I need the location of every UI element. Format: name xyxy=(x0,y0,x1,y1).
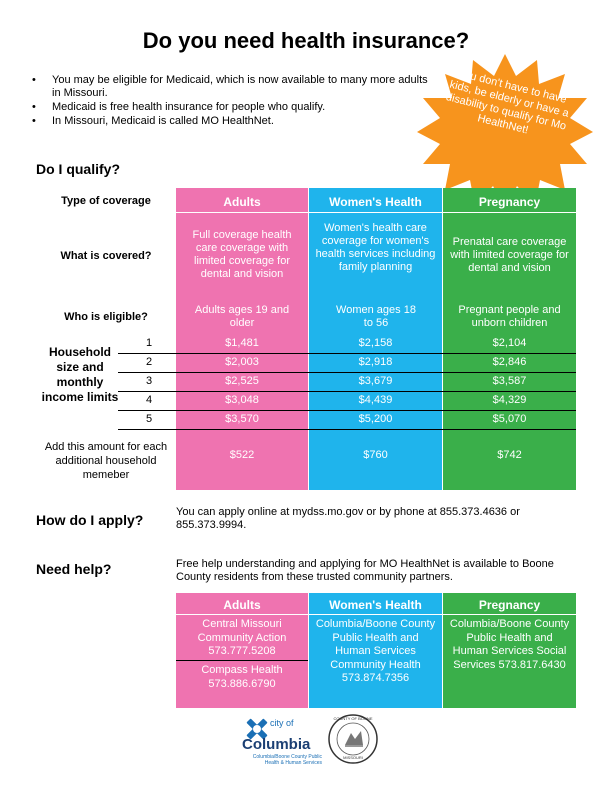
seal-missouri-text: MISSOURI xyxy=(343,755,363,760)
seal-county-of-boone-text: COUNTY OF BOONE xyxy=(333,716,373,721)
womens-health-covered: Women's health care coverage for women's health services including family planning xyxy=(315,222,436,273)
pregnancy-additional: $742 xyxy=(497,449,522,461)
help-text: Free help understanding and applying for MO HealthNet is available to Boone County residents from these trusted community partners. xyxy=(176,558,554,583)
partner-compass-health: Compass Health 573.886.6790 xyxy=(201,664,283,690)
adults-limit-1: $1,481 xyxy=(225,337,259,349)
womens-health-limit-3: $3,679 xyxy=(358,375,393,387)
adults-limit-3: $2,525 xyxy=(225,375,259,387)
help-womens-health-header: Women's Health xyxy=(329,598,422,612)
womens-health-column-header: Women's Health xyxy=(329,195,422,209)
additional-member-label: Add this amount for each additional household memeber xyxy=(44,441,168,481)
pregnancy-column-header: Pregnancy xyxy=(478,195,541,209)
who-is-eligible-label: Who is eligible? xyxy=(64,311,148,323)
womens-health-limit-4: $4,439 xyxy=(358,394,393,406)
household-size-3: 3 xyxy=(146,375,153,387)
columbia-boone-phhs-label: Columbia/Boone County Public Health & Human Services xyxy=(252,754,322,766)
row-line-3 xyxy=(118,391,576,392)
row-line-5 xyxy=(118,429,576,430)
womens-health-limit-1: $2,158 xyxy=(358,337,393,349)
adults-eligible: Adults ages 19 and older xyxy=(194,304,290,329)
household-size-1: 1 xyxy=(146,337,153,349)
bullet-medicaid-available: • You may be eligible for Medicaid, which is now available to many more adults in Missouri. xyxy=(30,74,430,100)
bullet-mo-healthnet: • In Missouri, Medicaid is called MO HealthNet. xyxy=(30,115,430,128)
pregnancy-limit-3: $3,587 xyxy=(492,375,527,387)
type-of-coverage-label: Type of coverage xyxy=(61,195,151,207)
what-is-covered-label: What is covered? xyxy=(60,250,152,262)
adults-additional: $522 xyxy=(229,449,255,461)
household-size-5: 5 xyxy=(146,413,153,425)
adults-covered: Full coverage health care coverage with limited coverage for dental and vision xyxy=(192,229,292,280)
intro-bullet-list xyxy=(30,74,430,129)
starburst-callout-text: You don't have to have kids, be elderly or have a disability to qualify for Mo HealthNet! xyxy=(444,67,570,137)
adults-limit-4: $3,048 xyxy=(225,394,259,406)
household-size-4: 4 xyxy=(146,394,153,406)
womens-health-eligible: Women ages 18 to 56 xyxy=(336,304,416,329)
bullet-medicaid-free: • Medicaid is free health insurance for people who qualify. xyxy=(30,101,430,114)
pregnancy-eligible: Pregnant people and unborn children xyxy=(458,304,561,329)
help-adults-header: Adults xyxy=(223,598,261,612)
adults-limit-2: $2,003 xyxy=(225,356,259,368)
womens-health-limit-2: $2,918 xyxy=(358,356,393,368)
columbia-wordmark: Columbia xyxy=(242,736,311,753)
partner-central-missouri-community-action: Central Missouri Community Action 573.777.5208 xyxy=(197,618,287,657)
pregnancy-limit-2: $2,846 xyxy=(492,356,527,368)
city-of-label: city of xyxy=(270,718,294,728)
partner-columbia-boone-community-health: Columbia/Boone County Public Health and Human Services Community Health 573.874.7356 xyxy=(315,618,436,684)
page-title: Do you need health insurance? xyxy=(142,28,470,53)
row-line-1 xyxy=(118,353,576,354)
help-heading: Need help? xyxy=(36,561,112,577)
household-size-label: Household size and monthly income limits xyxy=(41,345,119,404)
adults-column-header: Adults xyxy=(223,195,261,209)
qualify-heading: Do I qualify? xyxy=(36,161,120,177)
apply-text: You can apply online at mydss.mo.gov or by phone at 855.373.4636 or 855.373.9994. xyxy=(176,506,520,531)
household-size-2: 2 xyxy=(146,356,153,368)
header-divider xyxy=(176,212,576,213)
help-header-divider xyxy=(176,614,576,615)
row-line-2 xyxy=(118,372,576,373)
adults-limit-5: $3,570 xyxy=(225,413,259,425)
partner-columbia-boone-social-services: Columbia/Boone County Public Health and Human Services Social Services 573.817.6430 xyxy=(449,618,570,671)
pregnancy-covered: Prenatal care coverage with limited coverage for dental and vision xyxy=(450,236,569,274)
pregnancy-limit-1: $2,104 xyxy=(492,337,527,349)
pregnancy-limit-4: $4,329 xyxy=(492,394,527,406)
pregnancy-limit-5: $5,070 xyxy=(492,413,527,425)
help-pregnancy-header: Pregnancy xyxy=(478,598,541,612)
row-line-4 xyxy=(118,410,576,411)
help-adults-partner-divider xyxy=(176,660,308,661)
womens-health-additional: $760 xyxy=(363,449,388,461)
womens-health-limit-5: $5,200 xyxy=(358,413,393,425)
apply-heading: How do I apply? xyxy=(36,512,144,528)
